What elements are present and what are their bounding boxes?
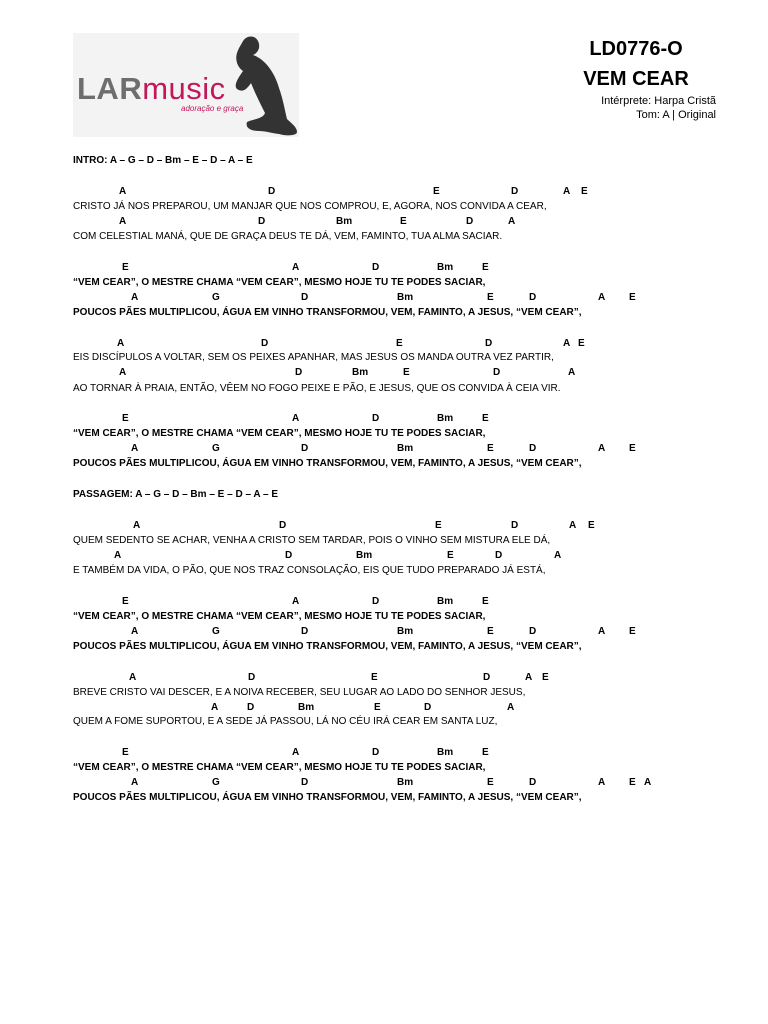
chord: Bm <box>397 626 414 637</box>
chord: E <box>542 672 549 683</box>
chord: A <box>598 443 606 454</box>
chord: D <box>372 596 380 607</box>
chord: A <box>129 672 137 683</box>
chord: E <box>400 216 407 227</box>
lyric-line: QUEM A FOME SUPORTOU, E A SEDE JÁ PASSOU, LÁ NO CÉU IRÁ CEAR EM SANTA LUZ, <box>73 716 498 727</box>
lyric-line: BREVE CRISTO VAI DESCER, E A NOIVA RECEBER, SEU LUGAR AO LADO DO SENHOR JESUS, <box>73 687 526 698</box>
chord: E <box>482 747 489 758</box>
chord: E <box>482 413 489 424</box>
lyric-line: CRISTO JÁ NOS PREPAROU, UM MANJAR QUE NOS COMPROU, E, AGORA, NOS CONVIDA A CEAR, <box>73 201 547 212</box>
chord: Bm <box>437 262 454 273</box>
larmusic-logo <box>73 33 299 137</box>
chord: E <box>433 186 440 197</box>
chord: Bm <box>437 747 454 758</box>
chord: D <box>529 626 537 637</box>
chord: E <box>374 702 381 713</box>
chorus-line: POUCOS PÃES MULTIPLICOU, ÁGUA EM VINHO TRANSFORMOU, VEM, FAMINTO, A JESUS, “VEM CEAR”, <box>73 307 582 318</box>
chord: A <box>119 186 127 197</box>
chord: E <box>629 292 636 303</box>
chord: E <box>482 262 489 273</box>
chord: D <box>511 520 519 531</box>
logo-lar: LAR <box>77 71 143 106</box>
chord: D <box>258 216 266 227</box>
lyric-line: QUEM SEDENTO SE ACHAR, VENHA A CRISTO SEM TARDAR, POIS O VINHO SEM MISTURA ELE DÁ, <box>73 535 551 546</box>
chord: D <box>372 413 380 424</box>
logo-music: music <box>142 71 226 106</box>
chord: A <box>117 338 125 349</box>
chord: E <box>588 520 595 531</box>
chorus-line: “VEM CEAR”, O MESTRE CHAMA “VEM CEAR”, MESMO HOJE TU TE PODES SACIAR, <box>73 277 486 288</box>
lyric-line: E TAMBÉM DA VIDA, O PÃO, QUE NOS TRAZ CONSOLAÇÃO, EIS QUE TUDO PREPARADO JÁ ESTÁ, <box>73 565 546 576</box>
chord: E <box>396 338 403 349</box>
chord: A <box>598 777 606 788</box>
lyric-line: AO TORNAR À PRAIA, ENTÃO, VÊEM NO FOGO PEIXE E PÃO, E JESUS, QUE OS CONVIDA À CEIA VIR. <box>73 383 561 394</box>
chord: A <box>292 596 300 607</box>
chord: D <box>495 550 503 561</box>
chord: E <box>122 413 129 424</box>
chord: A <box>563 186 571 197</box>
interpreter: Intérprete: Harpa Cristã <box>601 95 716 107</box>
chord: Bm <box>298 702 315 713</box>
chord: A <box>119 367 127 378</box>
chord: E <box>447 550 454 561</box>
chord: A <box>508 216 516 227</box>
chord: A <box>292 413 300 424</box>
chord: D <box>511 186 519 197</box>
chord: D <box>301 443 309 454</box>
chord: D <box>261 338 269 349</box>
chord: D <box>424 702 432 713</box>
chord: G <box>212 292 220 303</box>
chord: E <box>629 777 636 788</box>
song-key: Tom: A | Original <box>636 109 716 121</box>
chord: Bm <box>437 413 454 424</box>
chord: D <box>248 672 256 683</box>
chord: A <box>114 550 122 561</box>
chord: D <box>268 186 276 197</box>
chord: D <box>279 520 287 531</box>
chord: A <box>644 777 652 788</box>
chorus-line: POUCOS PÃES MULTIPLICOU, ÁGUA EM VINHO TRANSFORMOU, VEM, FAMINTO, A JESUS, “VEM CEAR”, <box>73 458 582 469</box>
chord: Bm <box>397 292 414 303</box>
chorus-line: “VEM CEAR”, O MESTRE CHAMA “VEM CEAR”, MESMO HOJE TU TE PODES SACIAR, <box>73 762 486 773</box>
chord: E <box>487 777 494 788</box>
chord: E <box>122 596 129 607</box>
chord: A <box>598 626 606 637</box>
chord: A <box>131 292 139 303</box>
chord: E <box>122 262 129 273</box>
chord: E <box>581 186 588 197</box>
chord: E <box>403 367 410 378</box>
chord: D <box>285 550 293 561</box>
chord: A <box>131 443 139 454</box>
song-code: LD0776-O <box>589 38 683 60</box>
chord: Bm <box>356 550 373 561</box>
chord: A <box>554 550 562 561</box>
chord: D <box>493 367 501 378</box>
chorus-line: “VEM CEAR”, O MESTRE CHAMA “VEM CEAR”, MESMO HOJE TU TE PODES SACIAR, <box>73 611 486 622</box>
chord: A <box>568 367 576 378</box>
chord: D <box>529 292 537 303</box>
chord: A <box>569 520 577 531</box>
chord: D <box>247 702 255 713</box>
chord: E <box>578 338 585 349</box>
chord: G <box>212 626 220 637</box>
chorus-line: “VEM CEAR”, O MESTRE CHAMA “VEM CEAR”, MESMO HOJE TU TE PODES SACIAR, <box>73 428 486 439</box>
chord: A <box>211 702 219 713</box>
chord: E <box>629 626 636 637</box>
chord: D <box>372 262 380 273</box>
song-title: VEM CEAR <box>583 68 689 90</box>
chord: D <box>301 626 309 637</box>
chord: E <box>435 520 442 531</box>
chord: A <box>131 777 139 788</box>
chord: D <box>372 747 380 758</box>
chord: E <box>371 672 378 683</box>
chord: Bm <box>336 216 353 227</box>
chord: Bm <box>352 367 369 378</box>
chord: A <box>292 262 300 273</box>
chorus-line: POUCOS PÃES MULTIPLICOU, ÁGUA EM VINHO TRANSFORMOU, VEM, FAMINTO, A JESUS, “VEM CEAR”, <box>73 641 582 652</box>
chord: A <box>292 747 300 758</box>
chord: D <box>483 672 491 683</box>
passage-line: PASSAGEM: A – G – D – Bm – E – D – A – E <box>73 489 279 500</box>
logo-tagline: adoração e graça <box>181 104 244 113</box>
chorus-line: POUCOS PÃES MULTIPLICOU, ÁGUA EM VINHO TRANSFORMOU, VEM, FAMINTO, A JESUS, “VEM CEAR”, <box>73 792 582 803</box>
chord: A <box>598 292 606 303</box>
logo-wordmark <box>77 71 226 107</box>
lyric-line: COM CELESTIAL MANÁ, QUE DE GRAÇA DEUS TE DÁ, VEM, FAMINTO, TUA ALMA SACIAR. <box>73 231 503 242</box>
chord: Bm <box>397 443 414 454</box>
chord: D <box>466 216 474 227</box>
chord: A <box>131 626 139 637</box>
intro-line: INTRO: A – G – D – Bm – E – D – A – E <box>73 155 253 166</box>
chord: A <box>563 338 571 349</box>
kneeling-figure-icon <box>225 33 299 137</box>
chord: A <box>119 216 127 227</box>
chord: E <box>487 292 494 303</box>
chord: A <box>507 702 515 713</box>
chord: D <box>295 367 303 378</box>
lyric-line: EIS DISCÍPULOS A VOLTAR, SEM OS PEIXES APANHAR, MAS JESUS OS MANDA OUTRA VEZ PARTIR, <box>73 352 554 363</box>
chord: G <box>212 777 220 788</box>
chord: E <box>122 747 129 758</box>
chord: D <box>529 443 537 454</box>
chord: E <box>482 596 489 607</box>
chord: Bm <box>397 777 414 788</box>
chord: E <box>629 443 636 454</box>
chord: D <box>301 292 309 303</box>
chord: Bm <box>437 596 454 607</box>
chord: D <box>485 338 493 349</box>
chord: G <box>212 443 220 454</box>
chord: A <box>525 672 533 683</box>
chord: E <box>487 626 494 637</box>
chord: A <box>133 520 141 531</box>
chord: D <box>301 777 309 788</box>
chord: D <box>529 777 537 788</box>
chord: E <box>487 443 494 454</box>
